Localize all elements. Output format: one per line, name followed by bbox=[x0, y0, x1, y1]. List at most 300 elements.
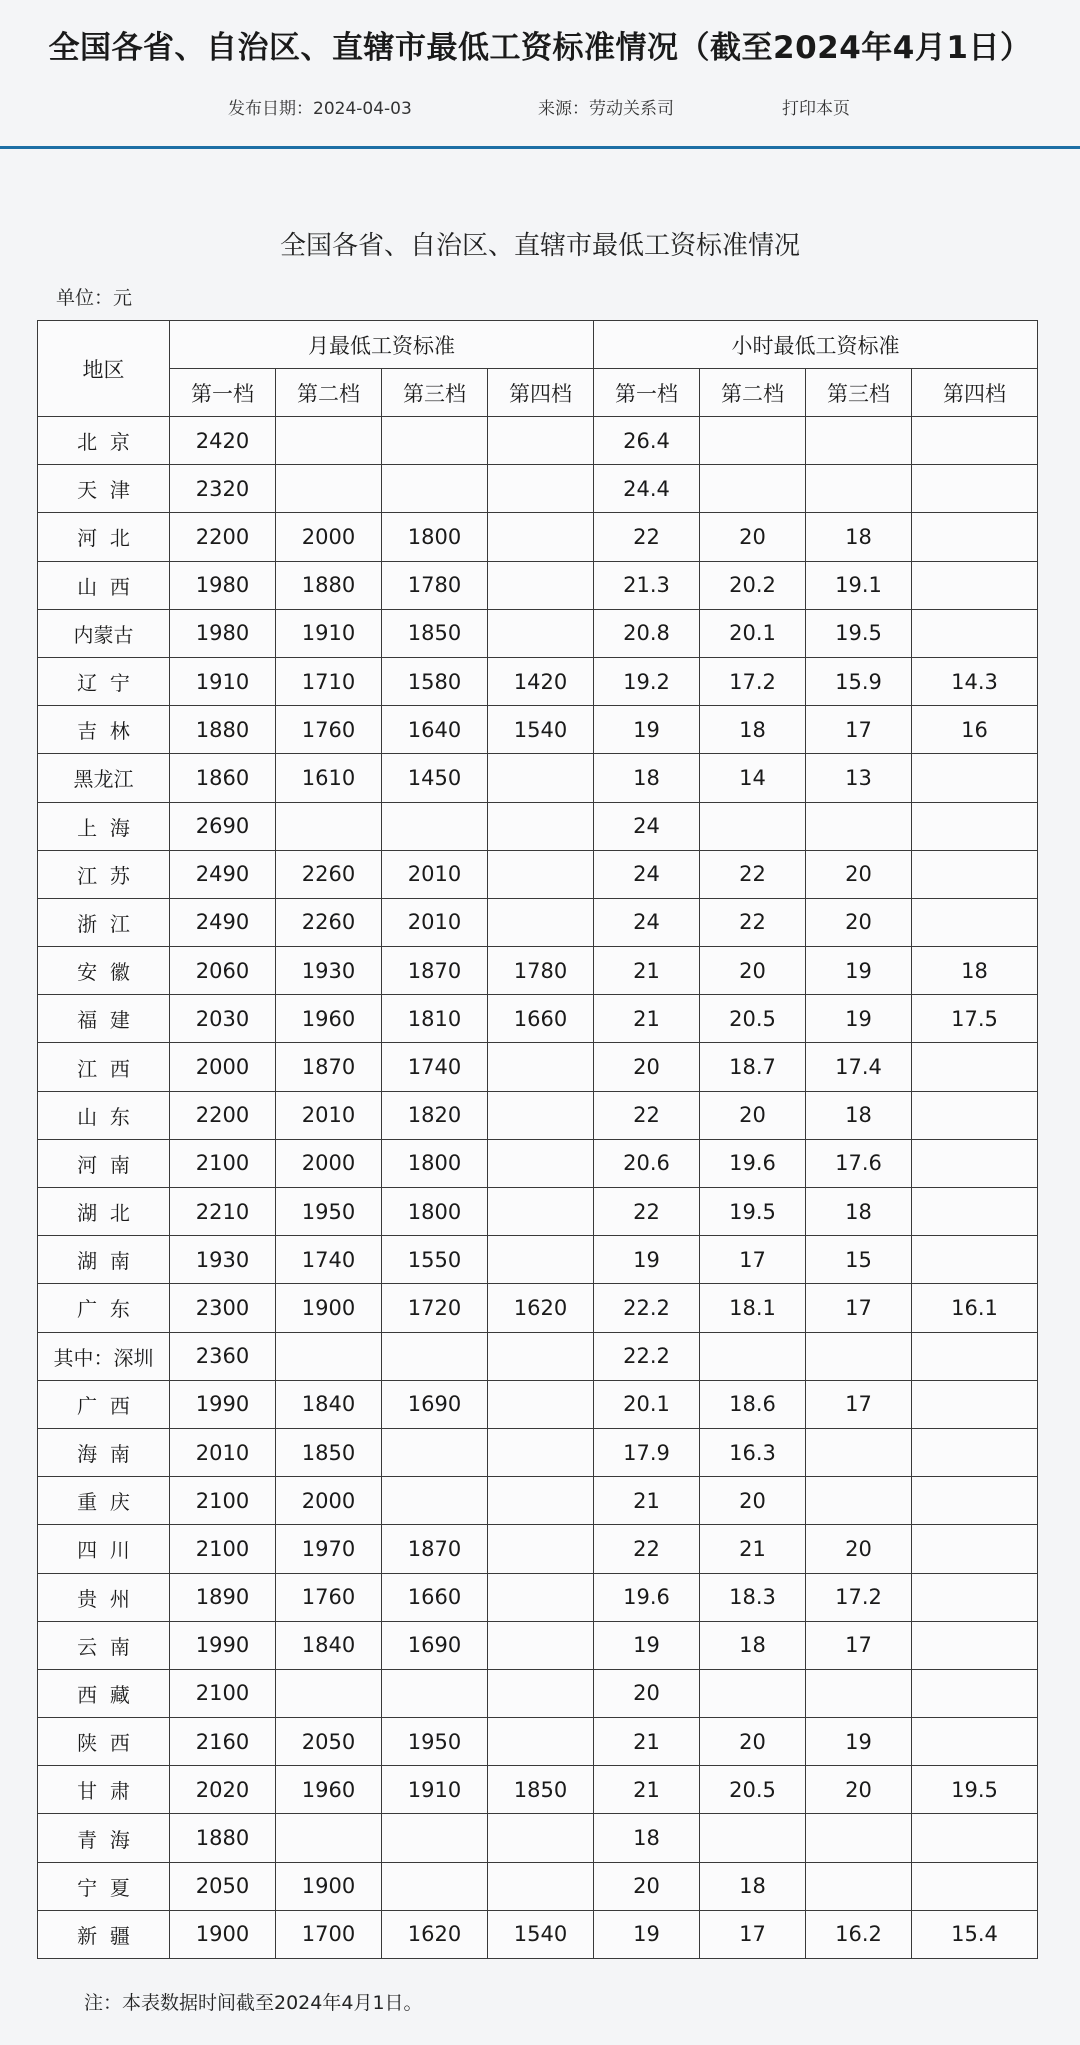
monthly-tier-3-cell: 1910 bbox=[382, 1766, 488, 1814]
hourly-tier-4-cell bbox=[912, 1669, 1038, 1717]
monthly-tier-4-cell bbox=[488, 1669, 594, 1717]
monthly-tier-2-cell: 1950 bbox=[276, 1188, 382, 1236]
table-row bbox=[38, 1910, 1038, 1958]
hourly-tier-1-cell: 19 bbox=[594, 706, 700, 754]
print-page-link[interactable]: 打印本页 bbox=[782, 99, 850, 119]
hourly-tier-4-cell bbox=[912, 1188, 1038, 1236]
hourly-tier-2-cell: 20 bbox=[700, 1091, 806, 1139]
hourly-tier-4-cell bbox=[912, 754, 1038, 802]
hourly-tier-3-cell: 18 bbox=[806, 513, 912, 561]
monthly-tier-1-cell: 1890 bbox=[170, 1573, 276, 1621]
hourly-tier-1-cell: 21.3 bbox=[594, 561, 700, 609]
region-cell: 湖 南 bbox=[38, 1236, 170, 1284]
hourly-tier-3-cell: 20 bbox=[806, 1766, 912, 1814]
monthly-tier-2-cell: 2050 bbox=[276, 1718, 382, 1766]
monthly-tier-2-cell: 1840 bbox=[276, 1621, 382, 1669]
monthly-tier-3-cell: 1740 bbox=[382, 1043, 488, 1091]
monthly-tier-1-cell: 2100 bbox=[170, 1477, 276, 1525]
monthly-tier-4-cell bbox=[488, 1573, 594, 1621]
monthly-tier-4-cell bbox=[488, 1862, 594, 1910]
monthly-tier-2-cell bbox=[276, 802, 382, 850]
region-cell: 陕 西 bbox=[38, 1718, 170, 1766]
hourly-tier-4-cell bbox=[912, 465, 1038, 513]
page-title: 全国各省、自治区、直辖市最低工资标准情况（截至2024年4月1日） bbox=[48, 30, 1032, 66]
monthly-tier-1-cell: 2210 bbox=[170, 1188, 276, 1236]
region-cell: 海 南 bbox=[38, 1428, 170, 1476]
table-row bbox=[38, 947, 1038, 995]
hourly-tier-3-cell: 20 bbox=[806, 850, 912, 898]
monthly-tier-2-cell: 1910 bbox=[276, 609, 382, 657]
region-cell: 内蒙古 bbox=[38, 609, 170, 657]
hourly-tier-4-cell bbox=[912, 1718, 1038, 1766]
monthly-tier-1-cell: 2100 bbox=[170, 1669, 276, 1717]
hourly-tier-4-cell bbox=[912, 1380, 1038, 1428]
region-cell: 甘 肃 bbox=[38, 1766, 170, 1814]
monthly-tier-2-cell bbox=[276, 1669, 382, 1717]
monthly-tier-3-cell bbox=[382, 802, 488, 850]
monthly-tier-2-cell: 1760 bbox=[276, 706, 382, 754]
region-cell: 黑龙江 bbox=[38, 754, 170, 802]
monthly-tier-4-cell: 1540 bbox=[488, 706, 594, 754]
table-row bbox=[38, 1718, 1038, 1766]
monthly-tier-1-cell: 2360 bbox=[170, 1332, 276, 1380]
monthly-tier-2-header: 第二档 bbox=[276, 369, 382, 417]
hourly-tier-4-cell bbox=[912, 417, 1038, 465]
monthly-tier-4-cell bbox=[488, 1477, 594, 1525]
hourly-tier-1-header: 第一档 bbox=[594, 369, 700, 417]
hourly-tier-3-cell: 17 bbox=[806, 706, 912, 754]
monthly-tier-4-cell bbox=[488, 1091, 594, 1139]
monthly-tier-1-cell: 1880 bbox=[170, 1814, 276, 1862]
hourly-tier-2-cell: 20.2 bbox=[700, 561, 806, 609]
monthly-tier-2-cell: 1610 bbox=[276, 754, 382, 802]
monthly-tier-2-cell: 1700 bbox=[276, 1910, 382, 1958]
monthly-tier-4-cell bbox=[488, 1621, 594, 1669]
monthly-tier-3-cell bbox=[382, 1814, 488, 1862]
hourly-tier-1-cell: 19 bbox=[594, 1236, 700, 1284]
monthly-tier-3-cell bbox=[382, 1862, 488, 1910]
monthly-tier-4-cell bbox=[488, 1332, 594, 1380]
hourly-tier-2-cell: 20 bbox=[700, 1718, 806, 1766]
table-row bbox=[38, 1669, 1038, 1717]
monthly-tier-3-cell: 1640 bbox=[382, 706, 488, 754]
hourly-tier-2-cell: 22 bbox=[700, 898, 806, 946]
monthly-tier-3-cell: 1550 bbox=[382, 1236, 488, 1284]
monthly-tier-1-cell: 2100 bbox=[170, 1525, 276, 1573]
hourly-tier-3-cell: 16.2 bbox=[806, 1910, 912, 1958]
page-header bbox=[0, 0, 1080, 148]
hourly-tier-4-cell bbox=[912, 1862, 1038, 1910]
hourly-tier-4-cell bbox=[912, 1236, 1038, 1284]
table-row bbox=[38, 1380, 1038, 1428]
region-cell: 天 津 bbox=[38, 465, 170, 513]
hourly-tier-1-cell: 20 bbox=[594, 1043, 700, 1091]
monthly-tier-3-cell bbox=[382, 1332, 488, 1380]
hourly-tier-2-cell: 14 bbox=[700, 754, 806, 802]
monthly-tier-3-cell: 1690 bbox=[382, 1621, 488, 1669]
publish-date: 发布日期：2024-04-03 bbox=[228, 99, 412, 119]
hourly-tier-4-cell bbox=[912, 1525, 1038, 1573]
monthly-tier-3-cell: 1800 bbox=[382, 1188, 488, 1236]
hourly-tier-1-cell: 19 bbox=[594, 1621, 700, 1669]
table-row bbox=[38, 1428, 1038, 1476]
hourly-tier-2-cell: 18.6 bbox=[700, 1380, 806, 1428]
monthly-tier-3-cell bbox=[382, 1477, 488, 1525]
region-cell: 江 苏 bbox=[38, 850, 170, 898]
monthly-tier-3-cell: 1720 bbox=[382, 1284, 488, 1332]
monthly-tier-3-cell: 1810 bbox=[382, 995, 488, 1043]
monthly-tier-4-cell bbox=[488, 898, 594, 946]
hourly-tier-4-cell: 14.3 bbox=[912, 657, 1038, 705]
hourly-tier-3-cell: 19.5 bbox=[806, 609, 912, 657]
monthly-tier-2-cell: 1850 bbox=[276, 1428, 382, 1476]
hourly-tier-2-cell: 19.6 bbox=[700, 1139, 806, 1187]
table-row bbox=[38, 1091, 1038, 1139]
monthly-tier-1-cell: 2100 bbox=[170, 1139, 276, 1187]
monthly-tier-1-cell: 2160 bbox=[170, 1718, 276, 1766]
hourly-tier-3-cell bbox=[806, 465, 912, 513]
hourly-tier-1-cell: 18 bbox=[594, 754, 700, 802]
monthly-tier-2-cell bbox=[276, 465, 382, 513]
monthly-tier-4-cell bbox=[488, 513, 594, 561]
hourly-tier-4-cell bbox=[912, 850, 1038, 898]
region-cell: 福 建 bbox=[38, 995, 170, 1043]
table-row bbox=[38, 1621, 1038, 1669]
region-cell: 北 京 bbox=[38, 417, 170, 465]
monthly-tier-1-cell: 2020 bbox=[170, 1766, 276, 1814]
monthly-tier-1-cell: 1860 bbox=[170, 754, 276, 802]
header-row-2 bbox=[38, 369, 1038, 417]
hourly-tier-3-cell bbox=[806, 1428, 912, 1476]
hourly-tier-1-cell: 20 bbox=[594, 1862, 700, 1910]
table-row bbox=[38, 417, 1038, 465]
hourly-tier-2-cell: 18.7 bbox=[700, 1043, 806, 1091]
region-cell: 浙 江 bbox=[38, 898, 170, 946]
hourly-tier-3-cell: 20 bbox=[806, 898, 912, 946]
region-cell: 四 川 bbox=[38, 1525, 170, 1573]
monthly-tier-2-cell: 1900 bbox=[276, 1862, 382, 1910]
hourly-tier-2-cell: 20.5 bbox=[700, 995, 806, 1043]
monthly-tier-3-cell: 1800 bbox=[382, 513, 488, 561]
hourly-tier-3-cell bbox=[806, 1814, 912, 1862]
monthly-header: 月最低工资标准 bbox=[170, 321, 594, 369]
hourly-tier-2-cell: 20 bbox=[700, 513, 806, 561]
hourly-tier-1-cell: 20.6 bbox=[594, 1139, 700, 1187]
hourly-tier-1-cell: 19 bbox=[594, 1910, 700, 1958]
hourly-tier-1-cell: 24.4 bbox=[594, 465, 700, 513]
hourly-tier-4-cell bbox=[912, 802, 1038, 850]
hourly-tier-2-cell: 17 bbox=[700, 1236, 806, 1284]
header-row-1 bbox=[38, 321, 1038, 369]
hourly-tier-4-cell bbox=[912, 1332, 1038, 1380]
hourly-tier-2-cell: 18 bbox=[700, 1862, 806, 1910]
region-cell: 广 西 bbox=[38, 1380, 170, 1428]
monthly-tier-3-cell bbox=[382, 417, 488, 465]
monthly-tier-2-cell bbox=[276, 417, 382, 465]
monthly-tier-4-cell bbox=[488, 1043, 594, 1091]
hourly-tier-3-cell: 19 bbox=[806, 947, 912, 995]
region-cell: 云 南 bbox=[38, 1621, 170, 1669]
monthly-tier-4-cell bbox=[488, 609, 594, 657]
monthly-tier-4-cell bbox=[488, 561, 594, 609]
monthly-tier-1-cell: 2050 bbox=[170, 1862, 276, 1910]
monthly-tier-4-cell bbox=[488, 1188, 594, 1236]
hourly-tier-4-cell: 16.1 bbox=[912, 1284, 1038, 1332]
monthly-tier-1-cell: 2200 bbox=[170, 513, 276, 561]
hourly-tier-2-cell: 18.3 bbox=[700, 1573, 806, 1621]
hourly-tier-4-cell: 15.4 bbox=[912, 1910, 1038, 1958]
monthly-tier-2-cell bbox=[276, 1332, 382, 1380]
hourly-tier-4-cell bbox=[912, 1428, 1038, 1476]
region-cell: 宁 夏 bbox=[38, 1862, 170, 1910]
hourly-tier-3-cell: 18 bbox=[806, 1091, 912, 1139]
monthly-tier-4-cell bbox=[488, 417, 594, 465]
hourly-tier-2-cell: 22 bbox=[700, 850, 806, 898]
monthly-tier-2-cell: 1710 bbox=[276, 657, 382, 705]
hourly-tier-4-cell bbox=[912, 898, 1038, 946]
monthly-tier-1-cell: 1980 bbox=[170, 609, 276, 657]
monthly-tier-1-cell: 1910 bbox=[170, 657, 276, 705]
monthly-tier-2-cell: 2000 bbox=[276, 513, 382, 561]
footnote: 注：本表数据时间截至2024年4月1日。 bbox=[84, 1992, 423, 2014]
hourly-tier-2-cell: 20.5 bbox=[700, 1766, 806, 1814]
monthly-tier-1-cell: 2060 bbox=[170, 947, 276, 995]
monthly-tier-3-cell: 1950 bbox=[382, 1718, 488, 1766]
hourly-tier-1-cell: 24 bbox=[594, 802, 700, 850]
hourly-tier-4-cell bbox=[912, 1043, 1038, 1091]
hourly-tier-2-cell bbox=[700, 802, 806, 850]
region-cell: 青 海 bbox=[38, 1814, 170, 1862]
hourly-tier-3-cell: 17.4 bbox=[806, 1043, 912, 1091]
table-body bbox=[38, 417, 1038, 1959]
monthly-tier-3-cell: 1780 bbox=[382, 561, 488, 609]
region-cell: 辽 宁 bbox=[38, 657, 170, 705]
region-cell: 吉 林 bbox=[38, 706, 170, 754]
hourly-tier-4-cell bbox=[912, 609, 1038, 657]
monthly-tier-2-cell: 2010 bbox=[276, 1091, 382, 1139]
monthly-tier-4-cell: 1660 bbox=[488, 995, 594, 1043]
monthly-tier-1-cell: 1980 bbox=[170, 561, 276, 609]
monthly-tier-4-cell: 1850 bbox=[488, 1766, 594, 1814]
hourly-tier-3-cell: 19 bbox=[806, 995, 912, 1043]
monthly-tier-3-cell: 1690 bbox=[382, 1380, 488, 1428]
monthly-tier-2-cell: 2000 bbox=[276, 1139, 382, 1187]
hourly-tier-1-cell: 18 bbox=[594, 1814, 700, 1862]
table-row bbox=[38, 1814, 1038, 1862]
monthly-tier-4-cell bbox=[488, 802, 594, 850]
monthly-tier-4-cell bbox=[488, 1814, 594, 1862]
hourly-tier-4-cell bbox=[912, 1621, 1038, 1669]
hourly-tier-2-cell: 17.2 bbox=[700, 657, 806, 705]
table-row bbox=[38, 1573, 1038, 1621]
monthly-tier-2-cell: 1900 bbox=[276, 1284, 382, 1332]
hourly-tier-3-cell: 19 bbox=[806, 1718, 912, 1766]
hourly-tier-1-cell: 20.8 bbox=[594, 609, 700, 657]
region-cell: 贵 州 bbox=[38, 1573, 170, 1621]
hourly-tier-2-cell bbox=[700, 417, 806, 465]
monthly-tier-3-cell: 1850 bbox=[382, 609, 488, 657]
hourly-tier-1-cell: 20 bbox=[594, 1669, 700, 1717]
monthly-tier-1-cell: 1880 bbox=[170, 706, 276, 754]
hourly-tier-3-cell bbox=[806, 417, 912, 465]
hourly-tier-1-cell: 22 bbox=[594, 1091, 700, 1139]
monthly-tier-4-cell bbox=[488, 850, 594, 898]
monthly-tier-4-cell bbox=[488, 1428, 594, 1476]
hourly-tier-1-cell: 19.2 bbox=[594, 657, 700, 705]
hourly-tier-1-cell: 21 bbox=[594, 1477, 700, 1525]
monthly-tier-4-cell bbox=[488, 1525, 594, 1573]
monthly-tier-1-cell: 2030 bbox=[170, 995, 276, 1043]
hourly-tier-3-cell bbox=[806, 1477, 912, 1525]
monthly-tier-2-cell: 1960 bbox=[276, 1766, 382, 1814]
hourly-tier-1-cell: 21 bbox=[594, 947, 700, 995]
monthly-tier-1-cell: 2420 bbox=[170, 417, 276, 465]
monthly-tier-3-header: 第三档 bbox=[382, 369, 488, 417]
table-row bbox=[38, 513, 1038, 561]
hourly-tier-3-cell: 13 bbox=[806, 754, 912, 802]
hourly-tier-3-cell: 15.9 bbox=[806, 657, 912, 705]
monthly-tier-2-cell: 1840 bbox=[276, 1380, 382, 1428]
table-row bbox=[38, 1477, 1038, 1525]
hourly-tier-1-cell: 21 bbox=[594, 1718, 700, 1766]
hourly-header: 小时最低工资标准 bbox=[594, 321, 1038, 369]
hourly-tier-4-header: 第四档 bbox=[912, 369, 1038, 417]
hourly-tier-1-cell: 22.2 bbox=[594, 1332, 700, 1380]
hourly-tier-4-cell: 17.5 bbox=[912, 995, 1038, 1043]
table-row bbox=[38, 465, 1038, 513]
hourly-tier-2-cell: 18 bbox=[700, 706, 806, 754]
hourly-tier-2-cell bbox=[700, 1814, 806, 1862]
table-title: 全国各省、自治区、直辖市最低工资标准情况 bbox=[279, 231, 800, 261]
hourly-tier-2-cell: 21 bbox=[700, 1525, 806, 1573]
monthly-tier-1-cell: 1990 bbox=[170, 1380, 276, 1428]
unit-label: 单位：元 bbox=[56, 287, 133, 309]
hourly-tier-1-cell: 22 bbox=[594, 1525, 700, 1573]
region-cell: 安 徽 bbox=[38, 947, 170, 995]
monthly-tier-4-cell: 1540 bbox=[488, 1910, 594, 1958]
region-cell: 江 西 bbox=[38, 1043, 170, 1091]
hourly-tier-3-cell bbox=[806, 802, 912, 850]
monthly-tier-2-cell: 1970 bbox=[276, 1525, 382, 1573]
region-header: 地区 bbox=[38, 321, 170, 417]
region-cell: 山 东 bbox=[38, 1091, 170, 1139]
monthly-tier-1-cell: 1930 bbox=[170, 1236, 276, 1284]
hourly-tier-4-cell bbox=[912, 1477, 1038, 1525]
monthly-tier-3-cell: 1800 bbox=[382, 1139, 488, 1187]
monthly-tier-2-cell: 1760 bbox=[276, 1573, 382, 1621]
monthly-tier-1-cell: 2010 bbox=[170, 1428, 276, 1476]
table-row bbox=[38, 802, 1038, 850]
monthly-tier-2-cell: 1930 bbox=[276, 947, 382, 995]
hourly-tier-3-cell: 17.2 bbox=[806, 1573, 912, 1621]
hourly-tier-3-cell bbox=[806, 1669, 912, 1717]
table-row bbox=[38, 1862, 1038, 1910]
monthly-tier-1-cell: 2300 bbox=[170, 1284, 276, 1332]
table-row bbox=[38, 1139, 1038, 1187]
region-cell: 重 庆 bbox=[38, 1477, 170, 1525]
hourly-tier-3-cell: 19.1 bbox=[806, 561, 912, 609]
region-cell: 湖 北 bbox=[38, 1188, 170, 1236]
table-row bbox=[38, 609, 1038, 657]
monthly-tier-1-cell: 2200 bbox=[170, 1091, 276, 1139]
hourly-tier-1-cell: 21 bbox=[594, 1766, 700, 1814]
monthly-tier-2-cell: 1740 bbox=[276, 1236, 382, 1284]
hourly-tier-4-cell bbox=[912, 561, 1038, 609]
hourly-tier-3-cell: 17 bbox=[806, 1284, 912, 1332]
hourly-tier-1-cell: 22 bbox=[594, 1188, 700, 1236]
hourly-tier-3-cell: 15 bbox=[806, 1236, 912, 1284]
monthly-tier-1-cell: 2000 bbox=[170, 1043, 276, 1091]
monthly-tier-1-cell: 1990 bbox=[170, 1621, 276, 1669]
table-row bbox=[38, 1332, 1038, 1380]
hourly-tier-4-cell bbox=[912, 513, 1038, 561]
monthly-tier-4-cell bbox=[488, 465, 594, 513]
monthly-tier-4-cell: 1780 bbox=[488, 947, 594, 995]
hourly-tier-1-cell: 22 bbox=[594, 513, 700, 561]
monthly-tier-4-cell bbox=[488, 1380, 594, 1428]
table-row bbox=[38, 706, 1038, 754]
monthly-tier-1-cell: 2320 bbox=[170, 465, 276, 513]
hourly-tier-1-cell: 21 bbox=[594, 995, 700, 1043]
table-row bbox=[38, 1284, 1038, 1332]
monthly-tier-1-header: 第一档 bbox=[170, 369, 276, 417]
monthly-tier-2-cell: 1880 bbox=[276, 561, 382, 609]
monthly-tier-4-cell bbox=[488, 754, 594, 802]
table-row bbox=[38, 561, 1038, 609]
region-cell: 其中：深圳 bbox=[38, 1332, 170, 1380]
monthly-tier-3-cell: 1820 bbox=[382, 1091, 488, 1139]
hourly-tier-1-cell: 22.2 bbox=[594, 1284, 700, 1332]
region-cell: 西 藏 bbox=[38, 1669, 170, 1717]
region-cell: 山 西 bbox=[38, 561, 170, 609]
hourly-tier-4-cell bbox=[912, 1814, 1038, 1862]
hourly-tier-4-cell: 18 bbox=[912, 947, 1038, 995]
hourly-tier-3-header: 第三档 bbox=[806, 369, 912, 417]
source-label: 来源：劳动关系司 bbox=[538, 99, 674, 119]
hourly-tier-3-cell: 18 bbox=[806, 1188, 912, 1236]
hourly-tier-2-cell: 16.3 bbox=[700, 1428, 806, 1476]
table-row bbox=[38, 1043, 1038, 1091]
region-cell: 上 海 bbox=[38, 802, 170, 850]
hourly-tier-2-cell: 19.5 bbox=[700, 1188, 806, 1236]
monthly-tier-3-cell: 1870 bbox=[382, 1525, 488, 1573]
monthly-tier-3-cell: 1870 bbox=[382, 947, 488, 995]
monthly-tier-4-cell: 1420 bbox=[488, 657, 594, 705]
monthly-tier-1-cell: 2490 bbox=[170, 898, 276, 946]
monthly-tier-2-cell: 2000 bbox=[276, 1477, 382, 1525]
region-cell: 广 东 bbox=[38, 1284, 170, 1332]
region-cell: 河 南 bbox=[38, 1139, 170, 1187]
monthly-tier-2-cell bbox=[276, 1814, 382, 1862]
monthly-tier-2-cell: 2260 bbox=[276, 850, 382, 898]
monthly-tier-4-cell bbox=[488, 1139, 594, 1187]
monthly-tier-3-cell bbox=[382, 1428, 488, 1476]
table-row bbox=[38, 850, 1038, 898]
monthly-tier-4-header: 第四档 bbox=[488, 369, 594, 417]
hourly-tier-1-cell: 20.1 bbox=[594, 1380, 700, 1428]
header-divider bbox=[0, 146, 1080, 149]
hourly-tier-3-cell: 17 bbox=[806, 1380, 912, 1428]
region-cell: 新 疆 bbox=[38, 1910, 170, 1958]
monthly-tier-3-cell: 1450 bbox=[382, 754, 488, 802]
monthly-tier-2-cell: 1870 bbox=[276, 1043, 382, 1091]
hourly-tier-3-cell: 17.6 bbox=[806, 1139, 912, 1187]
table-row bbox=[38, 1236, 1038, 1284]
table-row bbox=[38, 754, 1038, 802]
hourly-tier-2-cell: 20 bbox=[700, 947, 806, 995]
table-row bbox=[38, 898, 1038, 946]
monthly-tier-3-cell bbox=[382, 465, 488, 513]
